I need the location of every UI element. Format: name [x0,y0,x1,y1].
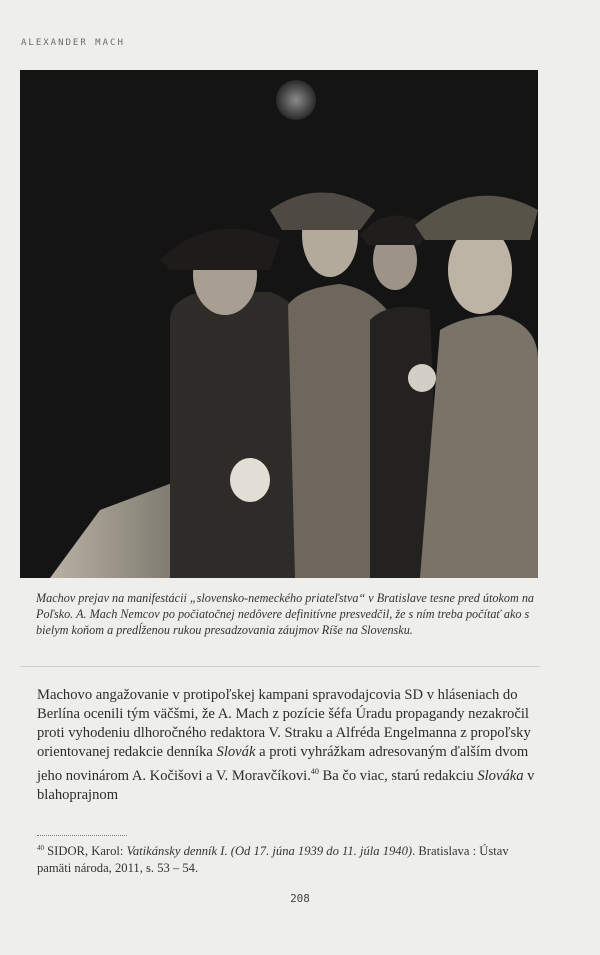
footnote [37,840,537,877]
page-number: 208 [290,892,310,905]
footnote-details: . Bratislava : Ústav pamäti národa, 2011, s. 53 – 54. [37,844,509,875]
historical-photo [20,70,538,578]
body-text-segment: v blahoprajnom [37,767,535,803]
footnote-reference: 40 [310,767,319,776]
body-paragraph [37,686,537,805]
italic-title: Slováka [477,767,524,784]
footnote-title: Vatikánsky denník I. (Od 17. júna 1939 do 11. júla 1940) [126,844,413,858]
body-text-segment: Machovo angažovanie v protipoľskej kampani spravodajcovia SD v hláseniach do Berlína ocenili tým väčšmi, že A. Mach z pozície šéfa Úradu propagandy nezakročil proti vyhodeniu dlhoročného redaktora V. Straku a Alfréda Engelmanna z propoľsky orientovanej redakcie denníka [37,687,531,760]
caption-divider [20,666,540,667]
footnote-number: 40 [37,844,44,852]
footnote-author: SIDOR, Karol: [47,844,127,858]
italic-title: Slovák [216,744,256,760]
footnote-divider [37,835,127,836]
body-text-segment: Ba čo viac, starú redakciu [318,767,478,784]
photo-caption: Machov prejav na manifestácii „slovensko-nemeckého priateľstva“ v Bratislave tesne pred útokom na Poľsko. A. Mach Nemcov po počiatočnej nedôvere definitívne presvedčil, že s ním treba počítať ako s bielym koňom a predĺženou rukou presadzovania záujmov Ríše na Slovensku. [36,591,535,637]
body-text-segment: a proti vyhrážkam adresovaným ďalším dvom jeho novinárom A. Kočišovi a V. Moravčíkovi. [37,744,529,784]
running-head: ALEXANDER MACH [21,38,125,48]
